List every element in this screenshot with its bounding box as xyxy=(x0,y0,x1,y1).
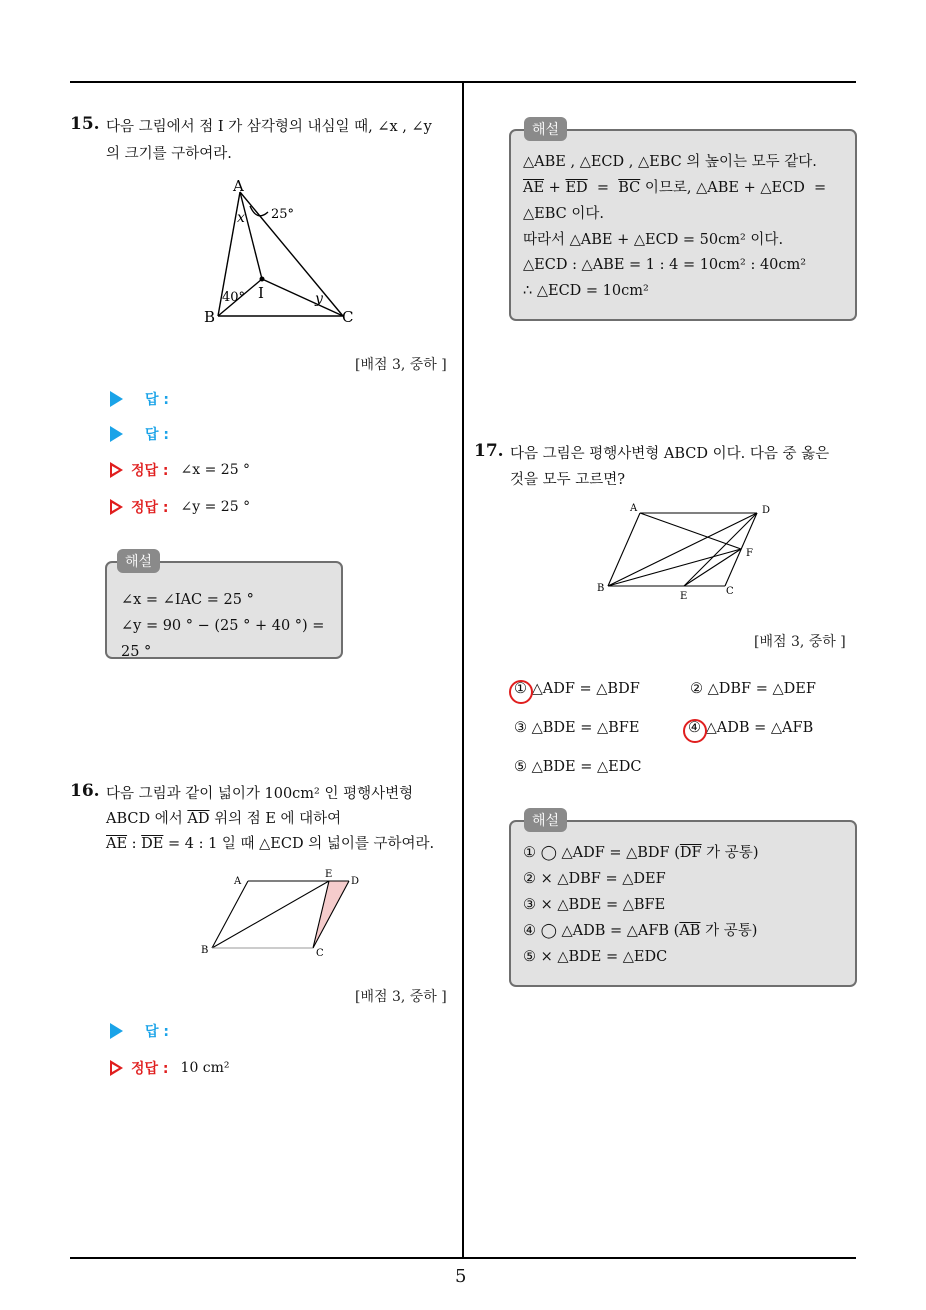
q16-text-line3: $\overline{AE}$ : $\overline{DE} = 4$ : 1 일 때 △ECD 의 넓이를 구하여라. xyxy=(106,836,435,852)
q16-answer-row xyxy=(110,1021,169,1041)
q15-expl-line2: ∠y = 90 ° − (25 ° + 40 °) = 25 ° xyxy=(121,618,325,660)
q16-correct-row xyxy=(110,1058,230,1078)
q15-answer-label: 답 : xyxy=(145,427,169,443)
q16-expl-line1: △ABE , △ECD , △EBC 의 높이는 모두 같다. xyxy=(523,154,817,170)
q15-fig-label-40deg: 40° xyxy=(222,290,246,305)
q15-fig-label-B: B xyxy=(204,308,216,326)
bottom-rule xyxy=(70,1257,856,1259)
q17-fig-label-C: C xyxy=(726,586,734,597)
q17-choice-5[interactable]: ⑤ △BDE = △EDC xyxy=(514,759,642,775)
q15-expl-line1: ∠x = ∠IAC = 25 ° xyxy=(121,592,254,608)
q16-expl-line5: △ECD : △ABE = 1 : 4 = 10cm² : 40cm² xyxy=(523,257,807,273)
page-number: 5 xyxy=(455,1266,467,1287)
q15-answer-label: 답 : xyxy=(145,392,169,408)
q16-expl-line2: $\overline{AE} + \overline{ED} = \overline{BC}$ 이므로, △ABE + △ECD = xyxy=(523,180,827,196)
q16-parallelogram-figure xyxy=(195,865,365,960)
q16-answer-label: 답 : xyxy=(145,1024,169,1040)
q17-parallelogram-figure xyxy=(592,500,777,605)
q17-fig-label-A: A xyxy=(630,503,638,514)
q15-fig-label-C: C xyxy=(342,308,354,326)
q17-explanation-box xyxy=(509,820,857,987)
q17-text-line2: 것을 모두 고르면? xyxy=(510,472,626,488)
correct-arrow-icon xyxy=(110,499,123,515)
q17-fig-label-D: D xyxy=(762,505,771,516)
q16-fig-label-A: A xyxy=(234,876,242,887)
q17-fig-label-F: F xyxy=(746,548,753,559)
q16-text-line2: ABCD 에서 $\overline{AD}$ 위의 점 E 에 대하여 xyxy=(106,811,342,827)
q15-correct-value-x: ∠x = 25 ° xyxy=(180,462,251,478)
q15-fig-label-y: y xyxy=(315,291,323,307)
correct-arrow-icon xyxy=(110,462,123,478)
q17-expl-line2: ② × △DBF = △DEF xyxy=(523,871,666,887)
q17-choice-4[interactable]: ④ △ADB = △AFB xyxy=(688,720,814,736)
q15-text-line1: 다음 그림에서 점 I 가 삼각형의 내심일 때, ∠x , ∠y xyxy=(106,119,432,135)
q16-correct-value: 10 cm² xyxy=(180,1060,230,1076)
answer-arrow-icon xyxy=(110,391,123,407)
q17-expl-line1: ① ◯ △ADF = △BDF ($\overline{DF}$ 가 공통) xyxy=(523,845,759,861)
q17-choice-1[interactable]: ① △ADF = △BDF xyxy=(514,681,640,697)
q15-number: 15. xyxy=(70,114,100,134)
q17-choice-2[interactable]: ② △DBF = △DEF xyxy=(690,681,816,697)
q15-answer-row-2 xyxy=(110,424,169,444)
column-divider xyxy=(462,82,464,1258)
q17-choice-1-selected-circle xyxy=(509,680,533,704)
q16-text-line1: 다음 그림과 같이 넓이가 100cm² 인 평행사변형 xyxy=(106,786,414,802)
q17-score: [배점 3, 중하 ] xyxy=(754,634,846,650)
q15-fig-label-I: I xyxy=(258,284,264,302)
q16-expl-line6: ∴ △ECD = 10cm² xyxy=(523,283,649,299)
q17-expl-line5: ⑤ × △BDE = △EDC xyxy=(523,949,668,965)
q17-choice-3[interactable]: ③ △BDE = △BFE xyxy=(514,720,640,736)
q15-correct-row-1 xyxy=(110,460,250,480)
q17-fig-label-B: B xyxy=(597,583,605,594)
q17-expl-line4: ④ ◯ △ADB = △AFB ($\overline{AB}$ 가 공통) xyxy=(523,923,758,939)
q17-number: 17. xyxy=(474,441,504,461)
q16-number: 16. xyxy=(70,781,100,801)
q15-correct-value-y: ∠y = 25 ° xyxy=(180,499,251,515)
q16-expl-line4: 따라서 △ABE + △ECD = 50cm² 이다. xyxy=(523,232,784,248)
q15-fig-label-25deg: 25° xyxy=(271,207,295,222)
q16-fig-label-B: B xyxy=(201,945,209,956)
q15-explanation-box xyxy=(105,561,343,659)
q15-correct-label: 정답 : xyxy=(131,463,169,479)
answer-arrow-icon xyxy=(110,1023,123,1039)
answer-arrow-icon xyxy=(110,426,123,442)
q15-fig-label-A: A xyxy=(233,177,244,195)
q16-explanation-box xyxy=(509,129,857,321)
q16-fig-label-E: E xyxy=(325,869,333,880)
q17-explanation-tag: 해설 xyxy=(524,808,567,832)
q15-correct-row-2 xyxy=(110,497,250,517)
q16-fig-label-D: D xyxy=(351,876,360,887)
q15-fig-label-x: x xyxy=(237,210,245,226)
q15-answer-row-1 xyxy=(110,389,169,409)
q16-explanation-tag: 해설 xyxy=(524,117,567,141)
q17-fig-label-E: E xyxy=(680,591,688,602)
q17-text-line1: 다음 그림은 평행사변형 ABCD 이다. 다음 중 옳은 xyxy=(510,446,830,462)
q16-fig-label-C: C xyxy=(316,948,324,959)
q15-explanation-tag: 해설 xyxy=(117,549,160,573)
q17-choice-4-selected-circle xyxy=(683,719,707,743)
q15-score: [배점 3, 중하 ] xyxy=(355,357,447,373)
q17-expl-line3: ③ × △BDE = △BFE xyxy=(523,897,666,913)
q15-correct-label: 정답 : xyxy=(131,500,169,516)
q16-score: [배점 3, 중하 ] xyxy=(355,989,447,1005)
q16-correct-label: 정답 : xyxy=(131,1061,169,1077)
q15-text-line2: 의 크기를 구하여라. xyxy=(106,146,232,162)
correct-arrow-icon xyxy=(110,1060,123,1076)
q16-expl-line3: △EBC 이다. xyxy=(523,206,604,222)
q15-triangle-figure xyxy=(195,172,375,332)
